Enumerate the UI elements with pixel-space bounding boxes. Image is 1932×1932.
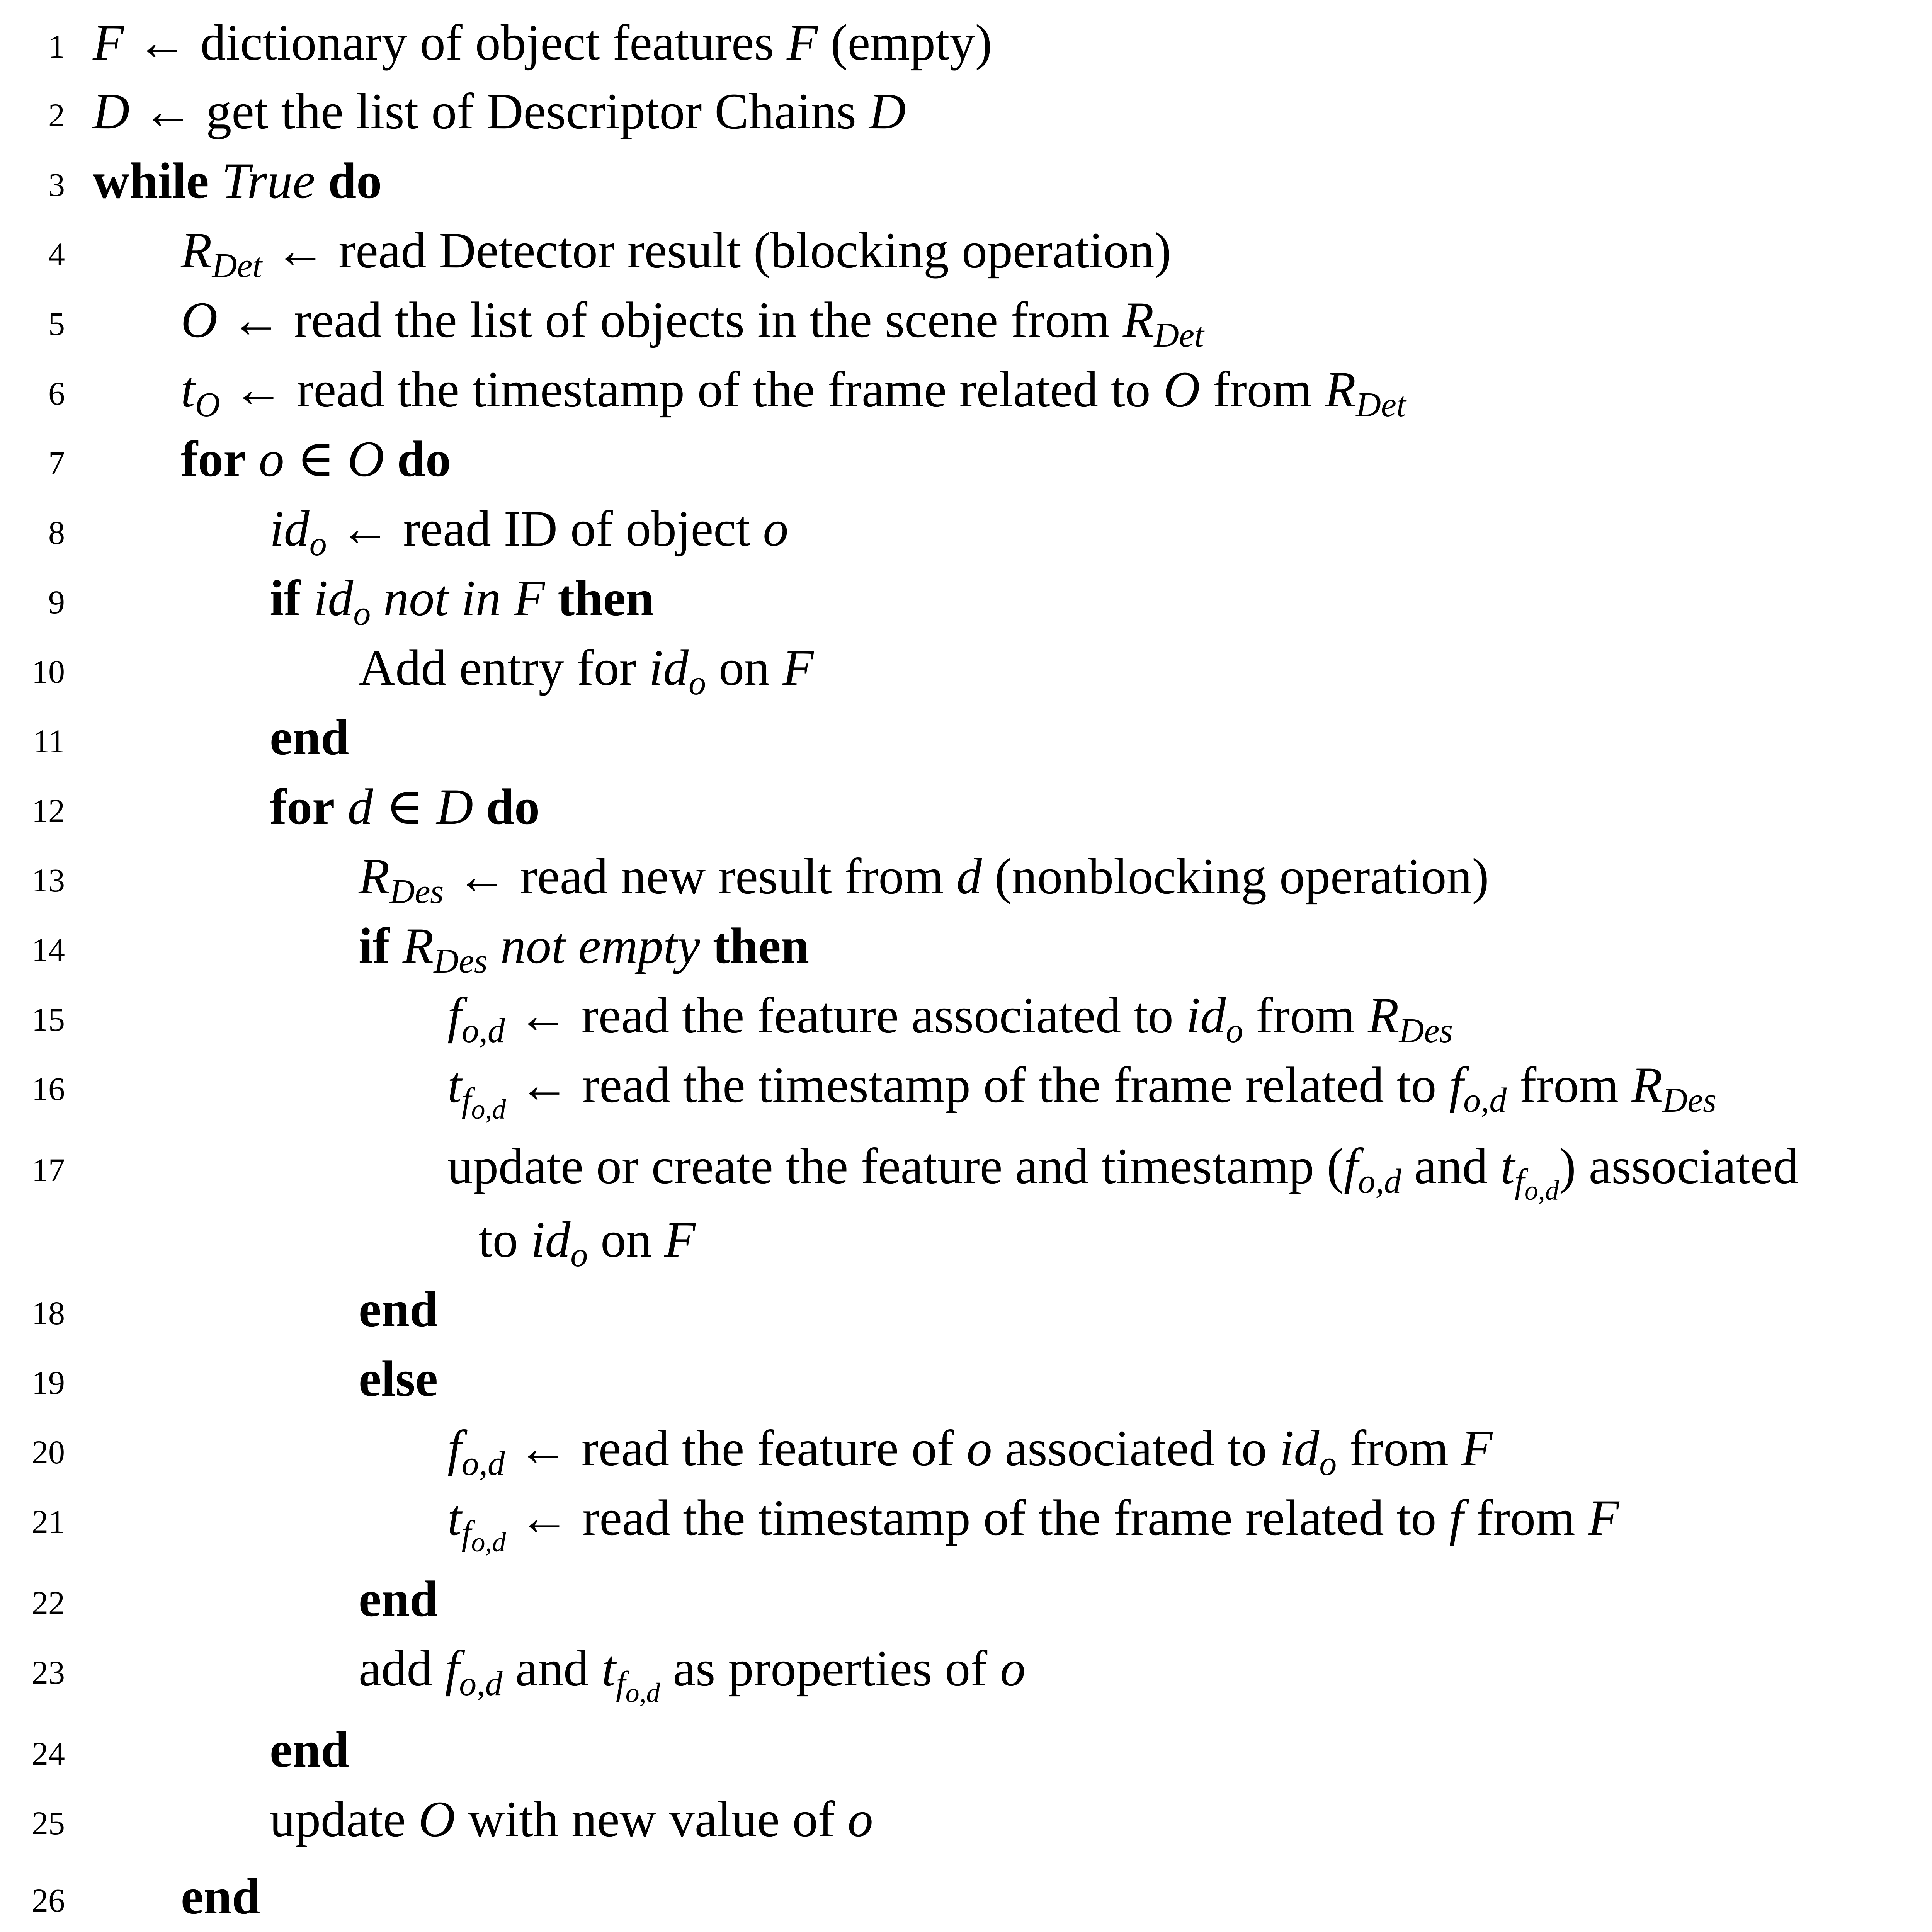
line-number: 2 bbox=[48, 97, 65, 134]
algorithm-line bbox=[0, 772, 1932, 842]
algorithm-line bbox=[0, 424, 1932, 494]
line-text: if $id_o$ not in F then bbox=[270, 570, 654, 633]
algorithm-line bbox=[0, 1274, 1932, 1344]
line-number: 11 bbox=[33, 723, 65, 760]
algorithm-line bbox=[0, 77, 1932, 146]
algorithm-line bbox=[0, 285, 1932, 355]
algorithm-line bbox=[0, 633, 1932, 702]
algorithm-line bbox=[0, 1784, 1932, 1854]
line-text: to $id_o$ on F bbox=[478, 1211, 696, 1274]
line-text: for o ∈ O do bbox=[181, 430, 451, 487]
line-number: 25 bbox=[32, 1804, 65, 1842]
algorithm-line bbox=[0, 911, 1932, 981]
line-text: while True do bbox=[93, 152, 382, 209]
algorithm-line bbox=[0, 1634, 1932, 1709]
line-number: 1 bbox=[48, 28, 65, 65]
line-text: $t_{f_{o,d}}$ ← read the timestamp of the frame related to f from F bbox=[447, 1489, 1619, 1558]
line-text: O ← read the list of objects in the scene from $R_{Det}$ bbox=[181, 291, 1204, 355]
algorithm-line bbox=[0, 563, 1932, 633]
algorithm-line bbox=[0, 355, 1932, 424]
line-number: 14 bbox=[32, 931, 65, 968]
line-number: 9 bbox=[48, 583, 65, 621]
line-number: 26 bbox=[32, 1882, 65, 1919]
algorithm-line bbox=[0, 1131, 1932, 1206]
line-number: 7 bbox=[48, 444, 65, 481]
line-text: $id_o$ ← read ID of object o bbox=[270, 500, 789, 563]
line-number: 24 bbox=[32, 1735, 65, 1772]
line-text: end bbox=[270, 1721, 349, 1778]
algorithm-line bbox=[0, 146, 1932, 216]
line-number: 12 bbox=[32, 792, 65, 829]
line-number: 5 bbox=[48, 305, 65, 342]
algorithm-line bbox=[0, 1344, 1932, 1413]
algorithm-line bbox=[0, 702, 1932, 772]
algorithm-line bbox=[0, 216, 1932, 285]
line-text: $t_{f_{o,d}}$ ← read the timestamp of the frame related to $f_{o,d}$ from $R_{Des}$ bbox=[447, 1056, 1717, 1125]
line-text: end bbox=[270, 709, 349, 765]
algorithm-line bbox=[0, 1564, 1932, 1634]
algorithm-line bbox=[0, 1483, 1932, 1558]
line-number: 15 bbox=[32, 1001, 65, 1038]
line-text: update or create the feature and timestamp ($f_{o,d}$ and $t_{f_{o,d}}$) associated bbox=[447, 1138, 1799, 1206]
line-text: if $R_{Des}$ not empty then bbox=[359, 917, 810, 981]
line-text: Add entry for $id_o$ on F bbox=[359, 639, 814, 702]
line-number: 8 bbox=[48, 514, 65, 551]
algorithm-line bbox=[0, 1715, 1932, 1784]
line-text: end bbox=[359, 1281, 438, 1337]
line-number: 4 bbox=[48, 236, 65, 273]
line-number: 19 bbox=[32, 1364, 65, 1401]
line-number: 23 bbox=[32, 1654, 65, 1691]
algorithm-line bbox=[0, 1413, 1932, 1483]
algorithm-line bbox=[0, 981, 1932, 1050]
line-text: F ← dictionary of object features F (empty) bbox=[93, 14, 992, 71]
line-number: 22 bbox=[32, 1584, 65, 1621]
line-number: 6 bbox=[48, 375, 65, 412]
algorithm-line bbox=[0, 494, 1932, 563]
line-text: $f_{o,d}$ ← read the feature associated to $id_o$ from $R_{Des}$ bbox=[447, 987, 1453, 1050]
line-number: 3 bbox=[48, 166, 65, 203]
line-text: $R_{Det}$ ← read Detector result (blocking operation) bbox=[181, 222, 1172, 285]
line-text: end bbox=[181, 1868, 260, 1925]
algorithm-line bbox=[0, 1050, 1932, 1125]
line-text: $t_O$ ← read the timestamp of the frame related to O from $R_{Det}$ bbox=[181, 361, 1406, 424]
line-number: 21 bbox=[32, 1503, 65, 1540]
algorithm-line bbox=[0, 1862, 1932, 1931]
line-number: 10 bbox=[32, 653, 65, 690]
line-number: 13 bbox=[32, 862, 65, 899]
line-text: else bbox=[359, 1350, 438, 1407]
line-text: add $f_{o,d}$ and $t_{f_{o,d}}$ as properties of o bbox=[359, 1640, 1026, 1709]
algorithm-line bbox=[0, 1205, 1932, 1274]
line-number: 17 bbox=[32, 1151, 65, 1189]
algorithm-line bbox=[0, 8, 1932, 77]
line-text: for d ∈ D do bbox=[270, 778, 540, 835]
line-text: $f_{o,d}$ ← read the feature of o associated to $id_o$ from F bbox=[447, 1420, 1493, 1483]
line-text: update O with new value of o bbox=[270, 1791, 873, 1847]
line-number: 20 bbox=[32, 1434, 65, 1471]
line-text: $R_{Des}$ ← read new result from d (nonblocking operation) bbox=[359, 848, 1489, 911]
line-text: D ← get the list of Descriptor Chains D bbox=[93, 83, 906, 139]
algorithm-line bbox=[0, 842, 1932, 911]
line-text: end bbox=[359, 1570, 438, 1627]
line-number: 18 bbox=[32, 1294, 65, 1332]
line-number: 16 bbox=[32, 1070, 65, 1107]
